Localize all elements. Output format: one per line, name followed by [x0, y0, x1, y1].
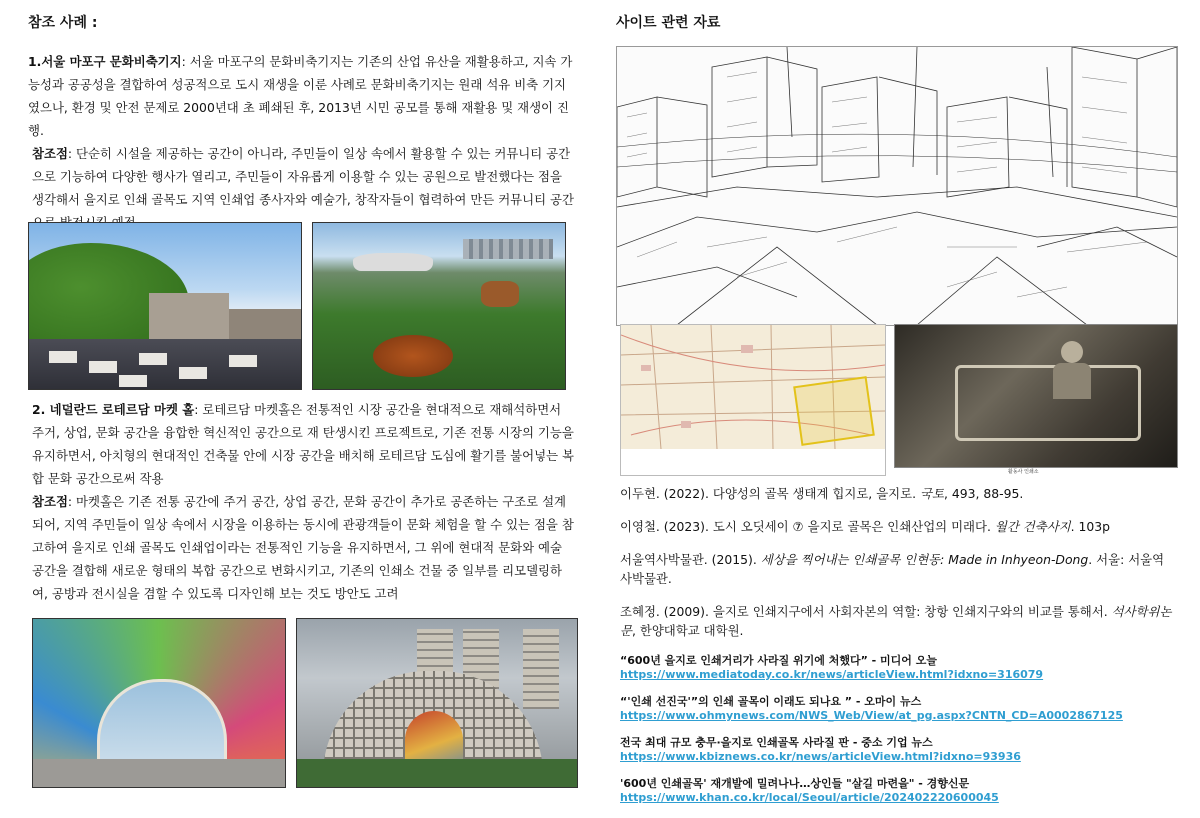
case1-ref-body: : 단순히 시설을 제공하는 공간이 아니라, 주민들이 일상 속에서 활용할 수 있는 커뮤니티 공간으로 기능하여 다양한 행사가 열리고, 주민들이 자유롭게 이용할 수 있는 공원으로 발전했다는 점을 생각해서 을지로 인쇄 골목도 지역 인쇄업 종사자와 예술가, 창작자들이 협력하여 만든 커뮤니티 공간 — [32, 146, 574, 207]
map-legend — [621, 449, 885, 475]
section-title-site: 사이트 관련 자료 — [616, 15, 721, 31]
case1-body: : 서울 마포구의 문화비축기지는 기존의 산업 유산을 재활용하고, 지속 가능성과 공공성을 결합하여 성공적으로 도시 재생을 이룬 사례로 문화비축기지는 원래 석유 비축 기지였으나, 환경 및 안전 문제로 2000년대 초 폐쇄된 후, 2013년 시민 공모를 통해 재활용 및 재생이 진행. — [28, 54, 573, 138]
case2-ref-body: : 마켓홀은 기존 전통 공간에 주거 공간, 상업 공간, 문화 공간이 추가로 공존하는 구조로 설계되어, 지역 주민들이 일상 속에서 시장을 이용하는 동시에 관광객들이 문화 체험을 할 수 있는 점을 참고하여 을지로 인쇄 골목도 인쇄업이라는 전통적인 기능을 유지하면서, 그 위에 현대적 문화와 예술 공간을 결합해 새로운 형태의 복합 공간으로 변화시키고, 기존의 인쇄소 건물 중 일부를 리모델링하여, 공방과 전시실을 겸할 수 있도록 디자인해 보는 것도 방안도 고려 — [32, 494, 574, 601]
market-hall-interior-photo — [32, 618, 286, 788]
ref-item: 이영철. (2023). 도시 오딧세이 ⑦ 을지로 골목은 인쇄산업의 미래다. 월간 건축사지. 103p — [620, 519, 1111, 534]
reference-list — [620, 484, 1176, 818]
news-title: 전국 최대 규모 충무·을지로 인쇄골목 사라질 판 - 중소 기업 뉴스 — [620, 736, 933, 749]
case1-photos — [28, 222, 566, 390]
ref-item: 이두현. (2022). 다양성의 골목 생태계 힙지로, 을지로. 국토, 493, 88-95. — [620, 486, 1024, 501]
case1-heading: 1.서울 마포구 문화비축기지 — [28, 54, 182, 69]
alley-sketch-drawing — [616, 46, 1178, 326]
case1-paragraph — [28, 50, 576, 142]
news-item — [620, 736, 1176, 764]
news-link[interactable]: https://www.kbiznews.co.kr/news/articleView.html?idxno=93936 — [620, 750, 1021, 763]
news-item — [620, 654, 1176, 682]
park-plaza-photo — [28, 222, 302, 390]
map-highlight-zone — [793, 376, 875, 446]
case2-ref-label: 참조점 — [32, 494, 68, 509]
market-hall-exterior-photo — [296, 618, 578, 788]
district-map — [620, 324, 886, 476]
case1-ref-label: 참조점 — [32, 146, 68, 161]
old-printing-photo — [894, 324, 1178, 468]
case2-body: : 로테르담 마켓홀은 전통적인 시장 공간을 현대적으로 재해석하면서 주거, 상업, 문화 공간을 융합한 혁신적인 공간으로 재 탄생시킨 프로젝트로, 기존 전통 시장의 기능을 유지하면서, 아치형의 현대적인 건축물 안에 시장 공간을 배치해 로테르담 도심에 활기를 불어넣는 복합 문화 공간으로써 작용 — [32, 402, 574, 486]
news-link[interactable]: https://www.khan.co.kr/local/Seoul/article/202402220600045 — [620, 791, 999, 804]
news-link[interactable]: https://www.ohmynews.com/NWS_Web/View/at_pg.aspx?CNTN_CD=A0002867125 — [620, 709, 1123, 722]
case2-heading: 2. 네덜란드 로테르담 마켓 홀 — [32, 402, 195, 417]
news-title: “'인쇄 선진국'”의 인쇄 골목이 이래도 되나요 ” - 오마이 뉴스 — [620, 695, 922, 708]
case2-photos — [32, 618, 578, 788]
old-photo-caption: 활동사 인쇄소 — [1008, 469, 1039, 475]
news-title: “600년 을지로 인쇄거리가 사라질 위기에 처했다” - 미디어 오늘 — [620, 654, 938, 667]
sketch-svg — [617, 47, 1177, 325]
news-item — [620, 777, 1176, 805]
ref-item: 조혜정. (2009). 을지로 인쇄지구에서 사회자본의 역할: 창항 인쇄지구와의 비교를 통해서. 석사학위논문, 한양대학교 대학원. — [620, 604, 1172, 638]
case1-ref-paragraph — [28, 142, 576, 234]
case2-ref-paragraph — [28, 490, 576, 605]
ref-item: 서울역사박물관. (2015). 세상을 찍어내는 인쇄골목 인현동: Made in Inhyeon-Dong. 서울: 서울역사박물관. — [620, 552, 1165, 586]
news-item — [620, 695, 1176, 723]
news-link[interactable]: https://www.mediatoday.co.kr/news/articleView.html?idxno=316079 — [620, 668, 1044, 681]
aerial-park-photo — [312, 222, 566, 390]
right-column — [616, 8, 1176, 804]
case2-block — [28, 398, 576, 605]
section-title-cases: 참조 사례 : — [28, 15, 98, 31]
left-column — [28, 8, 576, 234]
case2-paragraph — [28, 398, 576, 490]
news-title: '600년 인쇄골목' 재개발에 밀려나나…상인들 "살길 마련을" - 경향신문 — [620, 777, 970, 790]
